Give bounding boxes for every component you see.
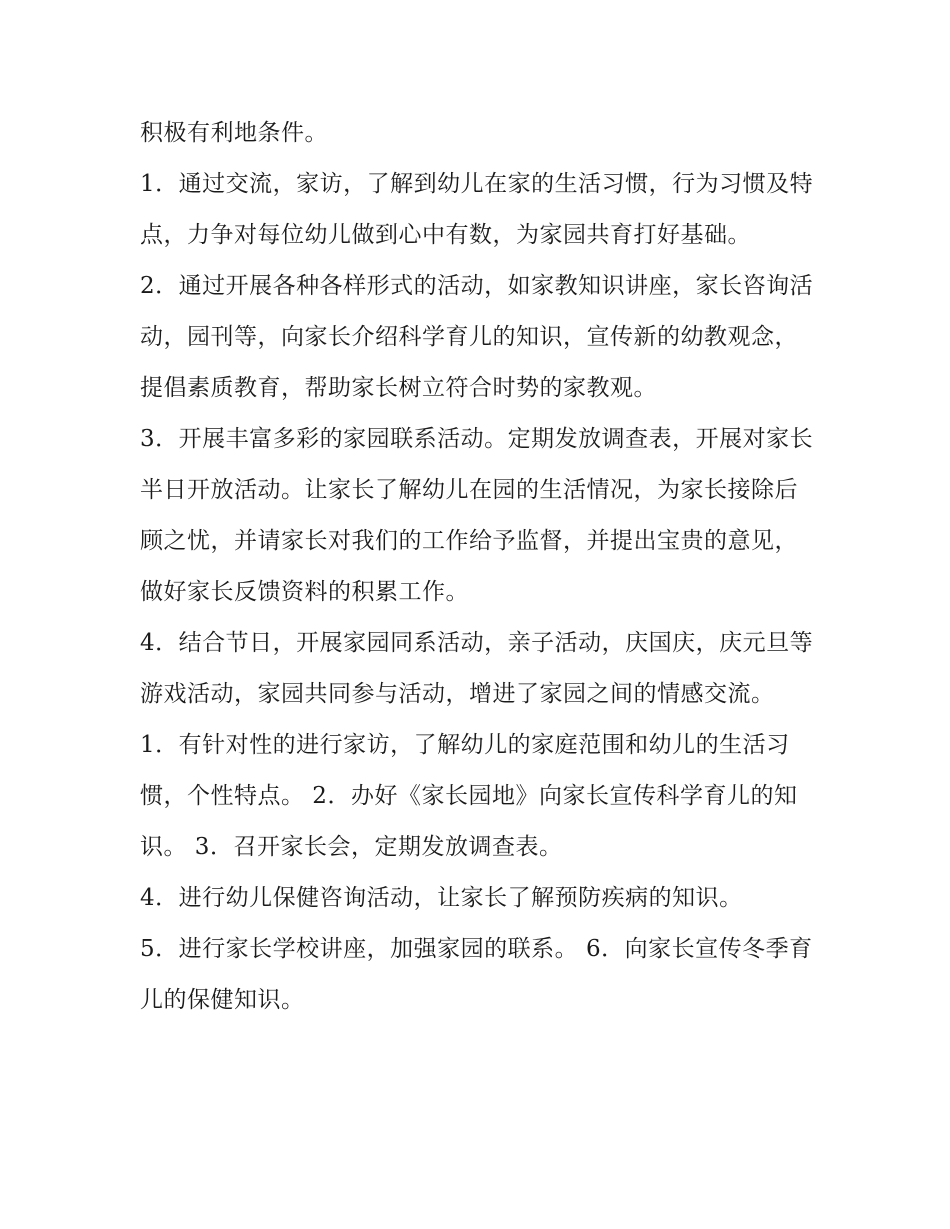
paragraph-plan-1-3: 1．有针对性的进行家访，了解幼儿的家庭范围和幼儿的生活习惯，个性特点。 2．办好《家长园地》向家长宣传科学育儿的知识。 3．召开家长会，定期发放调查表。 <box>140 732 798 860</box>
paragraph-plan-4: 4．进行幼儿保健咨询活动，让家长了解预防疾病的知识。 <box>140 885 743 911</box>
paragraph-item-2: 2．通过开展各种各样形式的活动，如家教知识讲座，家长咨询活动，园刊等，向家长介绍科学育儿的知识，宣传新的幼教观念，提倡素质教育，帮助家长树立符合时势的家教观。 <box>140 273 814 401</box>
paragraph-plan-5-6: 5．进行家长学校讲座，加强家园的联系。 6．向家长宣传冬季育儿的保健知识。 <box>140 936 813 1013</box>
document-body <box>140 108 820 1026</box>
paragraph-item-1: 1．通过交流，家访，了解到幼儿在家的生活习惯，行为习惯及特点，力争对每位幼儿做到心中有数，为家园共育打好基础。 <box>140 171 814 248</box>
paragraph-intro-tail: 积极有利地条件。 <box>140 120 328 146</box>
paragraph-item-3: 3．开展丰富多彩的家园联系活动。定期发放调查表，开展对家长半日开放活动。让家长了解幼儿在园的生活情况，为家长接除后顾之忧，并请家长对我们的工作给予监督，并提出宝贵的意见，做好家长反馈资料的积累工作。 <box>140 426 814 605</box>
paragraph-item-4: 4．结合节日，开展家园同系活动，亲子活动，庆国庆，庆元旦等游戏活动，家园共同参与活动，增进了家园之间的情感交流。 <box>140 630 814 707</box>
